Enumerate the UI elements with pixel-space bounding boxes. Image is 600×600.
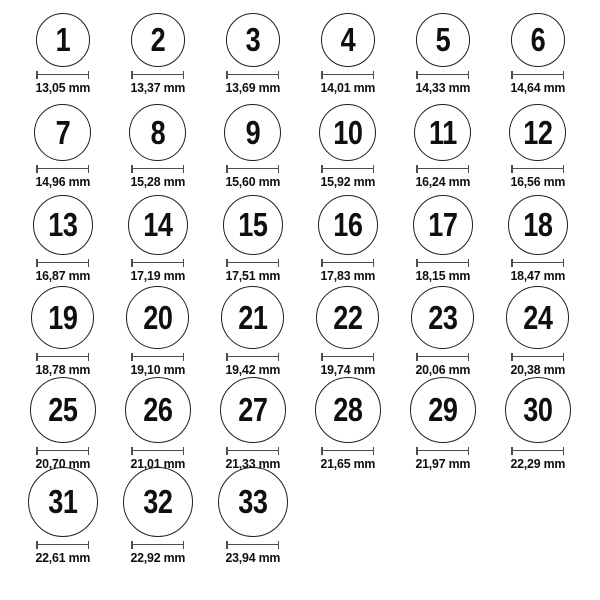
- ring-circle: [123, 467, 193, 537]
- diameter-measure: [321, 447, 374, 455]
- diameter-measure: [36, 541, 89, 549]
- measure-line: [228, 74, 278, 76]
- measure-tick-right-icon: [278, 71, 280, 79]
- measure-line: [228, 168, 278, 170]
- diameter-label: 15,92 mm: [320, 173, 375, 189]
- measure-line: [323, 74, 373, 76]
- ring-size-cell: [110, 197, 205, 291]
- measure-tick-right-icon: [468, 71, 470, 79]
- measure-line: [418, 356, 468, 358]
- ring-size-number: 11: [428, 113, 457, 151]
- measure-tick-right-icon: [563, 447, 565, 455]
- diameter-measure: [511, 353, 564, 361]
- measure-line: [228, 544, 278, 546]
- ring-size-cell: [110, 103, 205, 197]
- ring-size-cell: [490, 385, 585, 479]
- diameter-label: 15,60 mm: [225, 173, 280, 189]
- measure-tick-right-icon: [563, 353, 565, 361]
- measure-line: [418, 168, 468, 170]
- diameter-label: 13,05 mm: [35, 79, 90, 95]
- ring-size-number: 4: [340, 21, 355, 59]
- diameter-measure: [511, 165, 564, 173]
- ring-size-cell: [205, 291, 300, 385]
- ring-size-cell: [110, 291, 205, 385]
- ring-circle: [221, 286, 284, 349]
- measure-line: [133, 544, 183, 546]
- ring-size-cell: [205, 103, 300, 197]
- measure-tick-right-icon: [373, 71, 375, 79]
- ring-size-cell: [110, 385, 205, 479]
- ring-size-number: 3: [245, 21, 260, 59]
- ring-size-number: 14: [142, 206, 173, 244]
- measure-tick-right-icon: [88, 353, 90, 361]
- ring-size-cell: [300, 197, 395, 291]
- diameter-measure: [321, 353, 374, 361]
- ring-circle: [224, 104, 281, 161]
- diameter-measure: [511, 71, 564, 79]
- measure-tick-right-icon: [468, 353, 470, 361]
- diameter-label: 17,19 mm: [130, 267, 185, 283]
- measure-line: [133, 356, 183, 358]
- ring-size-cell: [395, 9, 490, 103]
- measure-line: [133, 168, 183, 170]
- diameter-measure: [36, 447, 89, 455]
- diameter-measure: [416, 165, 469, 173]
- ring-size-number: 6: [530, 21, 545, 59]
- measure-tick-right-icon: [563, 259, 565, 267]
- ring-circle: [413, 195, 473, 255]
- diameter-label: 18,15 mm: [415, 267, 470, 283]
- ring-circle: [36, 13, 90, 67]
- diameter-label: 13,69 mm: [225, 79, 280, 95]
- ring-circle: [126, 286, 189, 349]
- ring-size-number: 15: [237, 206, 268, 244]
- ring-size-number: 8: [150, 113, 165, 151]
- measure-line: [513, 450, 563, 452]
- measure-tick-right-icon: [563, 165, 565, 173]
- diameter-label: 14,64 mm: [510, 79, 565, 95]
- diameter-label: 23,94 mm: [225, 549, 280, 565]
- ring-size-number: 21: [237, 298, 268, 336]
- ring-size-cell: [490, 197, 585, 291]
- measure-line: [323, 168, 373, 170]
- measure-tick-right-icon: [183, 259, 185, 267]
- measure-tick-right-icon: [183, 353, 185, 361]
- diameter-measure: [131, 353, 184, 361]
- ring-size-number: 18: [522, 206, 553, 244]
- diameter-measure: [321, 165, 374, 173]
- diameter-label: 13,37 mm: [130, 79, 185, 95]
- ring-circle: [34, 104, 91, 161]
- ring-circle: [319, 104, 376, 161]
- ring-size-cell: [395, 197, 490, 291]
- measure-line: [228, 450, 278, 452]
- diameter-measure: [131, 71, 184, 79]
- measure-line: [38, 544, 88, 546]
- ring-circle: [416, 13, 470, 67]
- diameter-measure: [131, 165, 184, 173]
- ring-size-number: 2: [150, 21, 165, 59]
- diameter-measure: [511, 447, 564, 455]
- ring-size-cell: [110, 9, 205, 103]
- diameter-measure: [36, 165, 89, 173]
- ring-size-cell: [205, 479, 300, 573]
- ring-size-number: 10: [332, 113, 363, 151]
- ring-size-number: 31: [47, 483, 78, 521]
- diameter-label: 21,01 mm: [130, 455, 185, 471]
- ring-size-number: 22: [332, 298, 363, 336]
- diameter-label: 22,29 mm: [510, 455, 565, 471]
- ring-size-cell: [300, 291, 395, 385]
- measure-line: [513, 262, 563, 264]
- ring-size-number: 29: [427, 391, 458, 429]
- diameter-label: 16,87 mm: [35, 267, 90, 283]
- ring-circle: [506, 286, 569, 349]
- ring-circle: [129, 104, 186, 161]
- ring-circle: [509, 104, 566, 161]
- ring-size-number: 13: [47, 206, 78, 244]
- diameter-measure: [321, 259, 374, 267]
- diameter-label: 18,47 mm: [510, 267, 565, 283]
- measure-line: [323, 356, 373, 358]
- ring-circle: [226, 13, 280, 67]
- measure-tick-right-icon: [278, 259, 280, 267]
- diameter-label: 17,51 mm: [225, 267, 280, 283]
- measure-tick-right-icon: [468, 447, 470, 455]
- diameter-label: 15,28 mm: [130, 173, 185, 189]
- diameter-label: 21,65 mm: [320, 455, 375, 471]
- measure-line: [228, 356, 278, 358]
- ring-size-cell: [300, 103, 395, 197]
- diameter-label: 22,61 mm: [35, 549, 90, 565]
- ring-size-number: 17: [427, 206, 458, 244]
- diameter-measure: [321, 71, 374, 79]
- ring-size-cell: [15, 9, 110, 103]
- diameter-measure: [36, 353, 89, 361]
- measure-line: [38, 74, 88, 76]
- diameter-measure: [36, 259, 89, 267]
- ring-size-number: 7: [55, 113, 70, 151]
- ring-circle: [220, 377, 286, 443]
- measure-line: [38, 450, 88, 452]
- ring-circle: [33, 195, 93, 255]
- measure-tick-right-icon: [373, 353, 375, 361]
- measure-tick-right-icon: [88, 447, 90, 455]
- ring-size-number: 26: [142, 391, 173, 429]
- measure-tick-right-icon: [88, 259, 90, 267]
- measure-tick-right-icon: [183, 71, 185, 79]
- measure-tick-right-icon: [278, 353, 280, 361]
- ring-circle: [318, 195, 378, 255]
- diameter-measure: [131, 259, 184, 267]
- measure-line: [133, 74, 183, 76]
- diameter-label: 16,56 mm: [510, 173, 565, 189]
- ring-circle: [131, 13, 185, 67]
- measure-tick-right-icon: [278, 165, 280, 173]
- ring-circle: [411, 286, 474, 349]
- diameter-measure: [416, 447, 469, 455]
- ring-size-number: 23: [427, 298, 458, 336]
- diameter-measure: [226, 447, 279, 455]
- ring-size-cell: [205, 385, 300, 479]
- diameter-measure: [511, 259, 564, 267]
- ring-size-cell: [15, 197, 110, 291]
- measure-tick-right-icon: [278, 447, 280, 455]
- measure-line: [323, 450, 373, 452]
- measure-line: [38, 262, 88, 264]
- diameter-measure: [131, 447, 184, 455]
- diameter-label: 20,70 mm: [35, 455, 90, 471]
- ring-size-number: 1: [55, 21, 70, 59]
- ring-size-number: 20: [142, 298, 173, 336]
- diameter-label: 16,24 mm: [415, 173, 470, 189]
- ring-size-cell: [490, 9, 585, 103]
- ring-size-cell: [490, 291, 585, 385]
- ring-size-number: 24: [522, 298, 553, 336]
- diameter-measure: [416, 353, 469, 361]
- diameter-measure: [131, 541, 184, 549]
- ring-circle: [511, 13, 565, 67]
- diameter-measure: [226, 259, 279, 267]
- measure-line: [513, 74, 563, 76]
- ring-size-cell: [110, 479, 205, 573]
- measure-line: [38, 168, 88, 170]
- ring-size-number: 33: [237, 483, 268, 521]
- ring-circle: [218, 467, 288, 537]
- diameter-label: 19,42 mm: [225, 361, 280, 377]
- size-grid: [15, 9, 585, 573]
- measure-tick-right-icon: [373, 447, 375, 455]
- ring-circle: [125, 377, 191, 443]
- ring-size-number: 27: [237, 391, 268, 429]
- diameter-label: 14,01 mm: [320, 79, 375, 95]
- diameter-label: 14,96 mm: [35, 173, 90, 189]
- ring-circle: [410, 377, 476, 443]
- diameter-measure: [226, 165, 279, 173]
- diameter-label: 20,38 mm: [510, 361, 565, 377]
- diameter-measure: [36, 71, 89, 79]
- diameter-measure: [226, 541, 279, 549]
- measure-line: [38, 356, 88, 358]
- measure-tick-right-icon: [278, 541, 280, 549]
- measure-tick-right-icon: [373, 165, 375, 173]
- measure-tick-right-icon: [183, 165, 185, 173]
- ring-size-cell: [300, 9, 395, 103]
- ring-circle: [315, 377, 381, 443]
- diameter-label: 20,06 mm: [415, 361, 470, 377]
- ring-size-number: 9: [245, 113, 260, 151]
- ring-size-number: 16: [332, 206, 363, 244]
- ring-size-number: 30: [522, 391, 553, 429]
- diameter-label: 17,83 mm: [320, 267, 375, 283]
- ring-size-cell: [300, 385, 395, 479]
- diameter-label: 14,33 mm: [415, 79, 470, 95]
- ring-size-cell: [15, 291, 110, 385]
- diameter-measure: [226, 353, 279, 361]
- ring-circle: [28, 467, 98, 537]
- ring-size-cell: [490, 103, 585, 197]
- ring-size-cell: [205, 9, 300, 103]
- measure-tick-right-icon: [468, 259, 470, 267]
- ring-circle: [321, 13, 375, 67]
- ring-circle: [414, 104, 471, 161]
- ring-size-cell: [15, 479, 110, 573]
- ring-size-cell: [15, 385, 110, 479]
- ring-circle: [223, 195, 283, 255]
- measure-line: [133, 262, 183, 264]
- diameter-measure: [226, 71, 279, 79]
- ring-size-cell: [395, 103, 490, 197]
- measure-tick-right-icon: [563, 71, 565, 79]
- measure-line: [418, 74, 468, 76]
- ring-size-number: 19: [47, 298, 78, 336]
- ring-circle: [31, 286, 94, 349]
- ring-size-number: 12: [522, 113, 553, 151]
- ring-size-number: 5: [435, 21, 450, 59]
- ring-circle: [505, 377, 571, 443]
- measure-line: [418, 450, 468, 452]
- diameter-measure: [416, 71, 469, 79]
- measure-line: [513, 356, 563, 358]
- ring-circle: [316, 286, 379, 349]
- ring-size-number: 28: [332, 391, 363, 429]
- measure-line: [133, 450, 183, 452]
- measure-tick-right-icon: [88, 541, 90, 549]
- ring-circle: [128, 195, 188, 255]
- measure-line: [418, 262, 468, 264]
- ring-size-number: 32: [142, 483, 173, 521]
- diameter-label: 18,78 mm: [35, 361, 90, 377]
- ring-size-number: 25: [47, 391, 78, 429]
- diameter-measure: [416, 259, 469, 267]
- ring-circle: [508, 195, 568, 255]
- diameter-label: 19,74 mm: [320, 361, 375, 377]
- ring-size-cell: [15, 103, 110, 197]
- measure-tick-right-icon: [88, 71, 90, 79]
- diameter-label: 22,92 mm: [130, 549, 185, 565]
- ring-size-cell: [395, 385, 490, 479]
- measure-line: [513, 168, 563, 170]
- ring-circle: [30, 377, 96, 443]
- ring-size-cell: [205, 197, 300, 291]
- ring-size-cell: [395, 291, 490, 385]
- diameter-label: 21,33 mm: [225, 455, 280, 471]
- measure-tick-right-icon: [468, 165, 470, 173]
- measure-line: [323, 262, 373, 264]
- measure-line: [228, 262, 278, 264]
- measure-tick-right-icon: [373, 259, 375, 267]
- measure-tick-right-icon: [88, 165, 90, 173]
- diameter-label: 21,97 mm: [415, 455, 470, 471]
- measure-tick-right-icon: [183, 447, 185, 455]
- diameter-label: 19,10 mm: [130, 361, 185, 377]
- measure-tick-right-icon: [183, 541, 185, 549]
